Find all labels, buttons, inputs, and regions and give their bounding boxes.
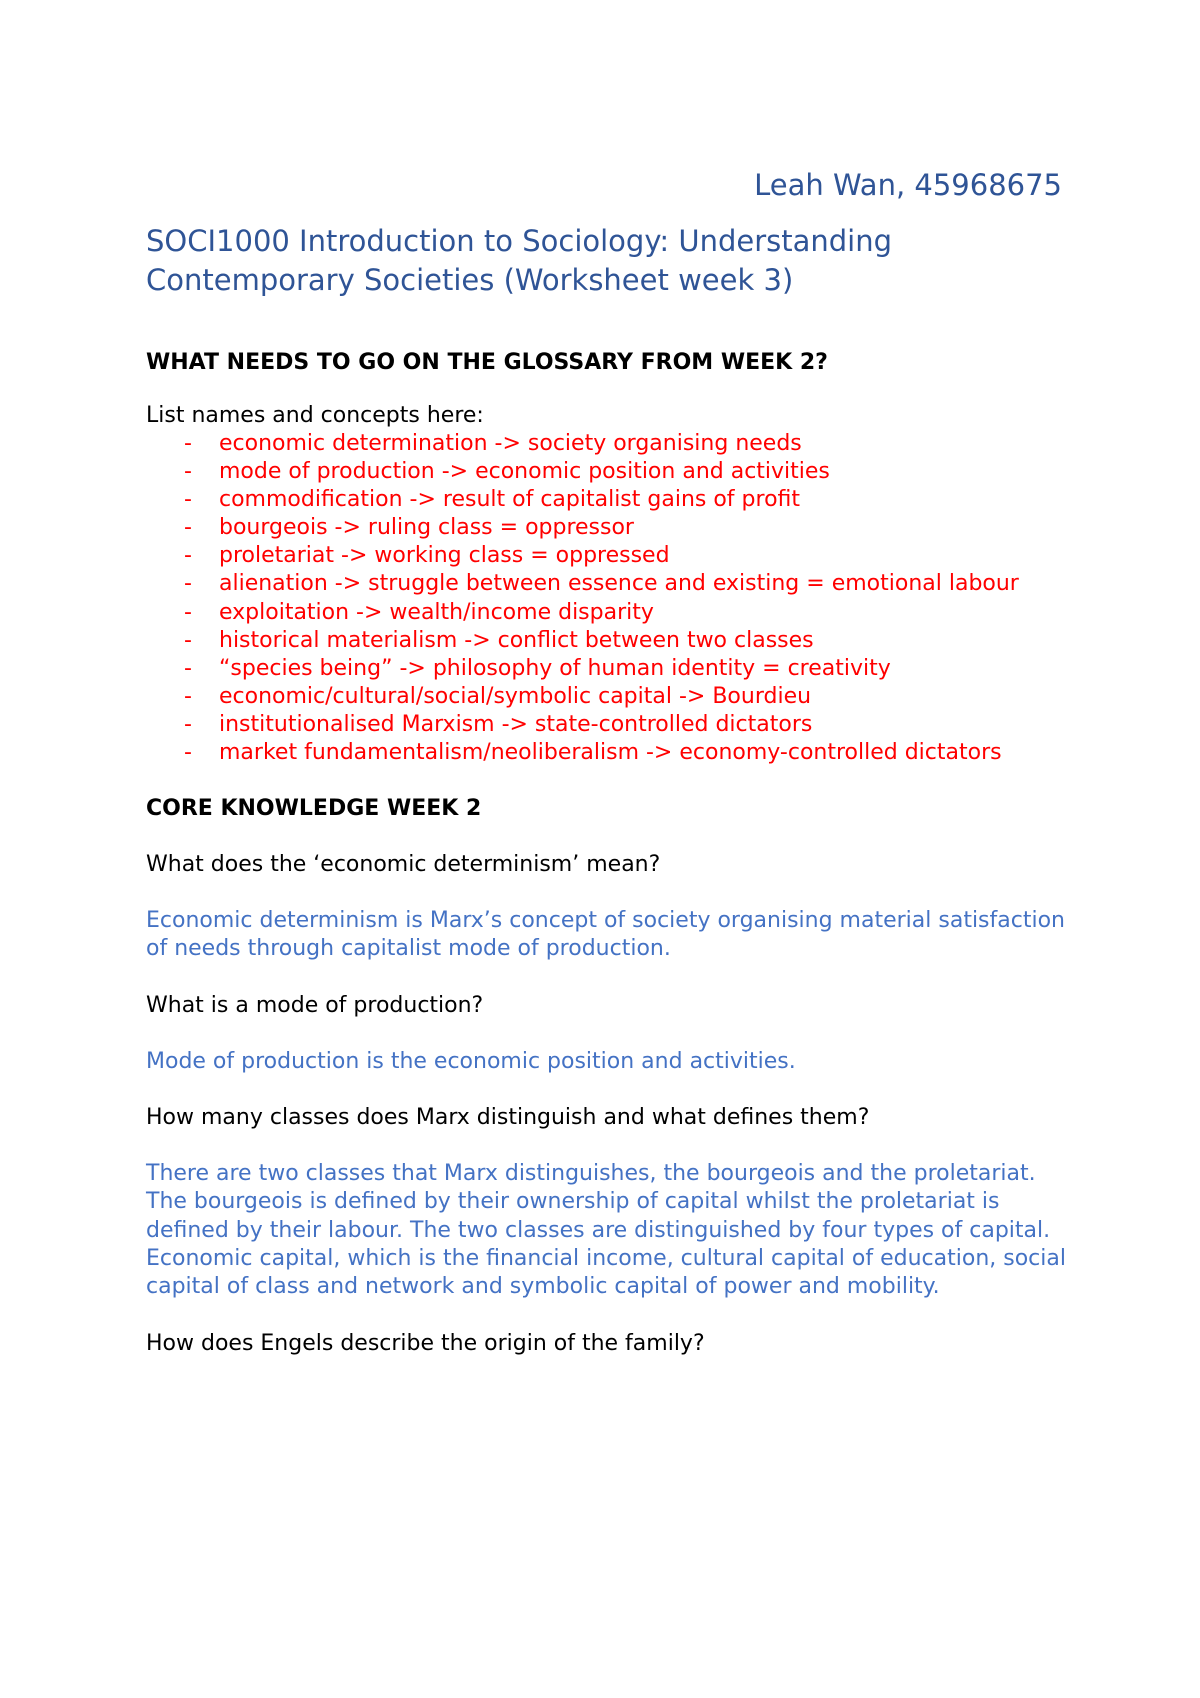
bullet-dash: - (184, 431, 192, 456)
document-page (146, 168, 1066, 1358)
glossary-item (184, 655, 1054, 683)
author-line: Leah Wan, 45968675 (754, 168, 1062, 202)
glossary-item-text: proletariat -> working class = oppressed (219, 543, 670, 569)
question-text: How many classes does Marx distinguish and what defines them? (146, 1105, 870, 1131)
bullet-dash: - (184, 571, 192, 597)
glossary-item-text: mode of production -> economic position and activities (219, 459, 830, 485)
bullet-dash: - (184, 487, 192, 513)
glossary-item (184, 739, 1054, 767)
bullet-dash: - (184, 459, 192, 485)
question-text: What is a mode of production? (146, 992, 484, 1018)
glossary-item (184, 570, 1054, 598)
answer-text: Economic determinism is Marx’s concept of society organising material satisfaction of needs through capitalist mode of production. (146, 908, 1065, 962)
glossary-item (184, 458, 1054, 486)
glossary-item-text: commodification -> result of capitalist gains of profit (219, 487, 801, 513)
answer-text: There are two classes that Marx distinguishes, the bourgeois and the proletariat. The bourgeois is defined by their ownership of capital whilst the proletariat is defined by their labour. The two classes are distinguished by four types of capital. Economic capital, which is the financial income, cultural capital of education, social capital of class and network and symbolic capital of power and mobility. (146, 1161, 1066, 1300)
glossary-item (184, 711, 1054, 739)
glossary-item-text: “species being” -> philosophy of human identity = creativity (219, 655, 891, 681)
glossary-item-text: alienation -> struggle between essence and existing = emotional labour (219, 571, 1019, 597)
glossary-item-text: historical materialism -> conflict between two classes (219, 627, 814, 653)
glossary-item (184, 486, 1054, 514)
glossary-heading: WHAT NEEDS TO GO ON THE GLOSSARY FROM WEEK 2? (146, 350, 828, 375)
glossary-item-text: economic/cultural/social/symbolic capital -> Bourdieu (219, 683, 812, 709)
bullet-dash: - (184, 683, 192, 709)
glossary-item-text: exploitation -> wealth/income disparity (219, 599, 654, 625)
bullet-dash: - (184, 543, 192, 569)
glossary-item (184, 683, 1054, 711)
bullet-dash: - (184, 599, 192, 625)
bullet-dash: - (184, 711, 192, 737)
glossary-list (146, 430, 1066, 767)
glossary-item-text: market fundamentalism/neoliberalism -> economy-controlled dictators (219, 740, 1002, 766)
glossary-item-text: institutionalised Marxism -> state-controlled dictators (219, 711, 813, 737)
glossary-item (184, 514, 1054, 542)
bullet-dash: - (184, 627, 192, 653)
bullet-dash: - (184, 740, 192, 766)
glossary-intro: List names and concepts here: (146, 403, 484, 428)
document-title: SOCI1000 Introduction to Sociology: Understanding Contemporary Societies (Worksheet week 3) (146, 224, 893, 297)
bullet-dash: - (184, 515, 192, 541)
final-question-text: How does Engels describe the origin of the family? (146, 1330, 705, 1356)
glossary-item-text: economic determination -> society organising needs (219, 431, 802, 456)
glossary-item-text: bourgeois -> ruling class = oppressor (219, 515, 634, 541)
answer-text: Mode of production is the economic position and activities. (146, 1048, 796, 1074)
glossary-item (184, 430, 1054, 458)
glossary-item (184, 599, 1054, 627)
glossary-item (184, 542, 1054, 570)
core-knowledge-heading: CORE KNOWLEDGE WEEK 2 (146, 796, 482, 822)
bullet-dash: - (184, 655, 192, 681)
glossary-item (184, 627, 1054, 655)
question-text: What does the ‘economic determinism’ mean? (146, 852, 661, 878)
